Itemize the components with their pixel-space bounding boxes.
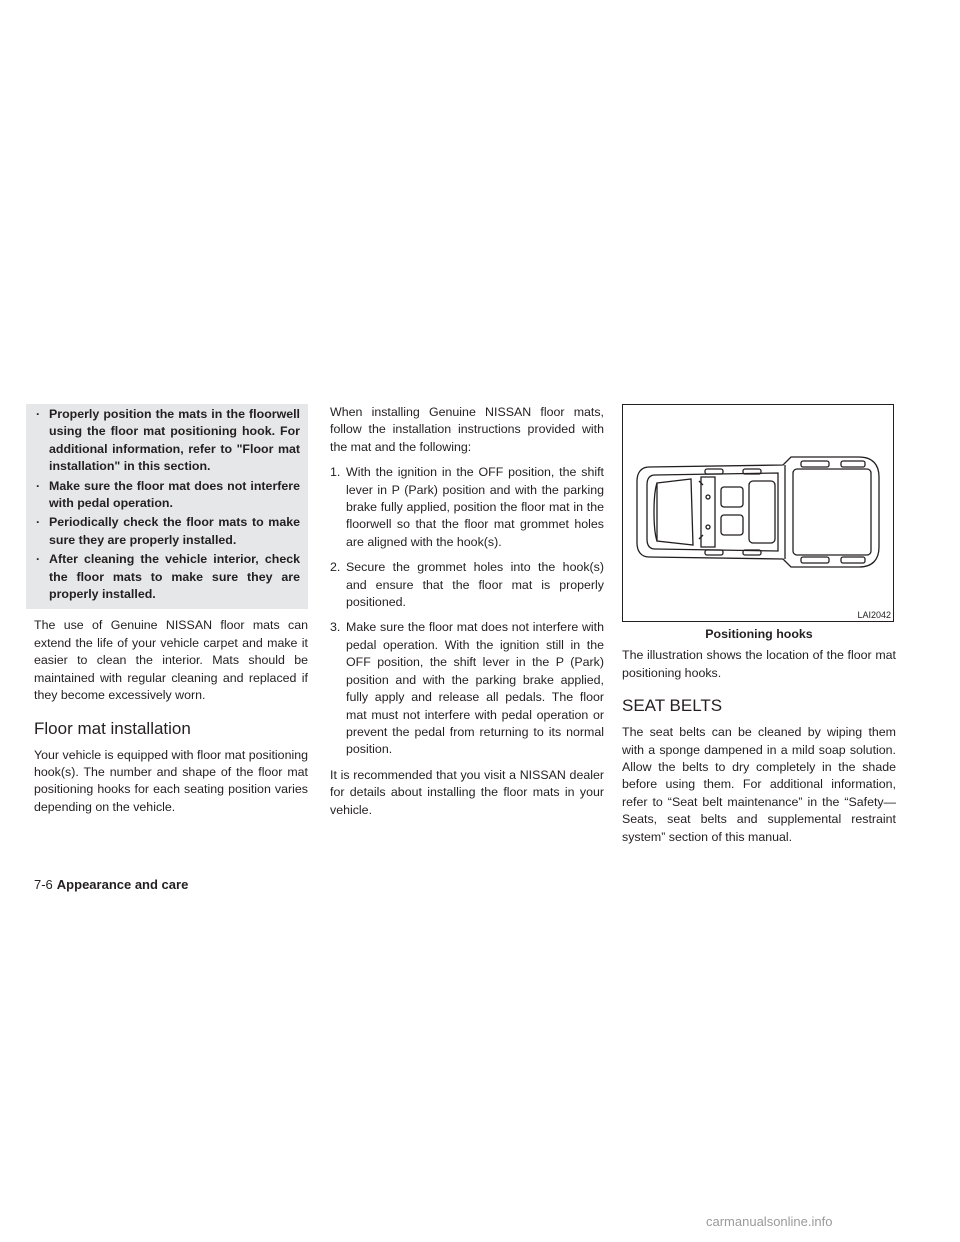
paragraph-floor-mats: The use of Genuine NISSAN floor mats can extend the life of your vehicle carpet and make it easier to clean the interior. Mats should be maintained with regular cleaning and replaced if they become excessively worn. bbox=[34, 618, 308, 703]
bullet-icon: · bbox=[36, 552, 41, 567]
watermark: carmanualsonline.info bbox=[706, 1214, 833, 1229]
paragraph-dealer: It is recommended that you visit a NISSAN dealer for details about installing the floor mats in your vehicle. bbox=[330, 767, 604, 817]
figure-code: LAI2042 bbox=[857, 610, 891, 620]
caution-box bbox=[26, 404, 308, 609]
section-heading-floor-mat-installation: Floor mat installation bbox=[34, 718, 191, 738]
bullet-icon: · bbox=[36, 515, 41, 530]
bullet-icon: · bbox=[36, 478, 41, 493]
paragraph-installing: When installing Genuine NISSAN floor mats, follow the installation instructions provided with the mat and the following: bbox=[330, 405, 604, 454]
paragraph-illustration: The illustration shows the location of the floor mat positioning hooks. bbox=[622, 648, 896, 680]
paragraph-positioning-hooks: Your vehicle is equipped with floor mat positioning hook(s). The number and shape of the floor mat positioning hooks for each seating position varies depending on the vehicle. bbox=[34, 747, 308, 814]
caution-item: · Periodically check the floor mats to make sure they are properly installed. bbox=[36, 515, 300, 547]
vehicle-top-view-illustration bbox=[623, 405, 893, 621]
vehicle-floor-diagram bbox=[622, 404, 894, 622]
figure-caption: Positioning hooks bbox=[705, 627, 813, 641]
step-item: 1. With the ignition in the OFF position, the shift lever in P (Park) position and with the parking brake fully applied, position the floor mat in the floorwell so that the floor mat grommet holes are aligned with the hook(s). bbox=[330, 465, 604, 549]
paragraph-seat-belts: The seat belts can be cleaned by wiping them with a sponge dampened in a mild soap solution. Allow the belts to dry completely in the shade before using them. For additional information, refer to “Seat belt maintenance” in the “Safety—Seats, seat belts and supplemental restraint system” section of this manual. bbox=[622, 725, 896, 844]
right-column bbox=[622, 404, 896, 854]
caution-item: · Properly position the mats in the floorwell using the floor mat positioning hook. For additional information, refer to "Floor mat installation" in this section. bbox=[36, 407, 300, 474]
caution-item: · Make sure the floor mat does not interfere with pedal operation. bbox=[36, 478, 300, 511]
section-heading-seat-belts: SEAT BELTS bbox=[622, 696, 723, 716]
page-footer bbox=[34, 877, 188, 893]
bullet-icon: · bbox=[36, 407, 41, 421]
left-column bbox=[34, 404, 308, 824]
step-item: 3. Make sure the floor mat does not interfere with pedal operation. With the ignition still in the OFF position, the shift lever in the P (Park) position and with the parking brake applied, fully apply and release all pedals. The floor mat must not interfere with pedal operation or prevent the pedal from returning to its normal position. bbox=[330, 620, 604, 757]
chapter-title: Appearance and care bbox=[56, 877, 189, 892]
middle-column bbox=[330, 404, 604, 827]
page-number: 7-6 bbox=[34, 877, 53, 892]
caution-item: · After cleaning the vehicle interior, check the floor mats to make sure they are properly installed. bbox=[36, 552, 300, 602]
step-item: 2. Secure the grommet holes into the hook(s) and ensure that the floor mat is properly positioned. bbox=[330, 560, 604, 610]
